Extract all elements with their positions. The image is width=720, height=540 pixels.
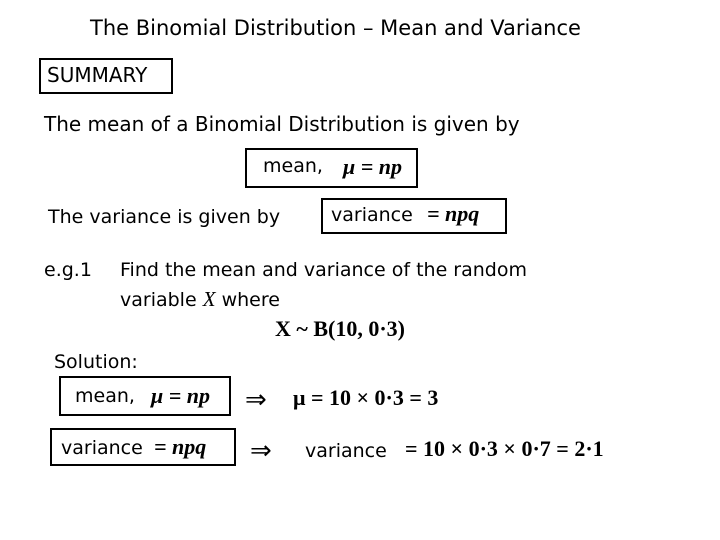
solution-variance-box	[50, 428, 236, 466]
implies-arrow-icon: ⇒	[250, 436, 272, 466]
solution-mean-box	[59, 376, 231, 416]
example-line-2	[120, 287, 280, 312]
example-variable: X	[202, 287, 216, 311]
mean-formula-box	[245, 148, 418, 188]
example-line-2-suffix: where	[221, 289, 280, 311]
example-tag: e.g.1	[44, 259, 92, 281]
summary-box	[39, 58, 173, 94]
summary-label: SUMMARY	[47, 63, 148, 87]
example-line-2-prefix: variable	[120, 289, 197, 311]
variance-label: variance	[331, 204, 413, 226]
page-title: The Binomial Distribution – Mean and Variance	[90, 16, 581, 40]
variance-intro-text: The variance is given by	[48, 206, 281, 228]
implies-arrow-icon: ⇒	[245, 385, 267, 415]
example-line-1: Find the mean and variance of the random	[120, 259, 527, 281]
variance-formula-box	[321, 198, 507, 234]
mean-formula: μ = np	[343, 154, 403, 179]
solution-variance-label: variance	[61, 437, 143, 459]
solution-variance-formula: = npq	[154, 434, 207, 459]
solution-heading: Solution:	[54, 351, 138, 373]
solution-variance-result-label: variance	[305, 440, 387, 462]
mean-intro-text: The mean of a Binomial Distribution is given by	[44, 112, 520, 136]
mean-label: mean,	[263, 155, 323, 177]
solution-mean-label: mean,	[75, 385, 135, 407]
solution-variance-result: = 10 × 0·3 × 0·7 = 2·1	[405, 436, 604, 461]
variance-formula: = npq	[427, 201, 480, 226]
solution-mean-result: μ = 10 × 0·3 = 3	[293, 385, 439, 410]
solution-mean-formula: μ = np	[151, 383, 211, 408]
example-distribution: X ~ B(10, 0·3)	[275, 316, 405, 341]
